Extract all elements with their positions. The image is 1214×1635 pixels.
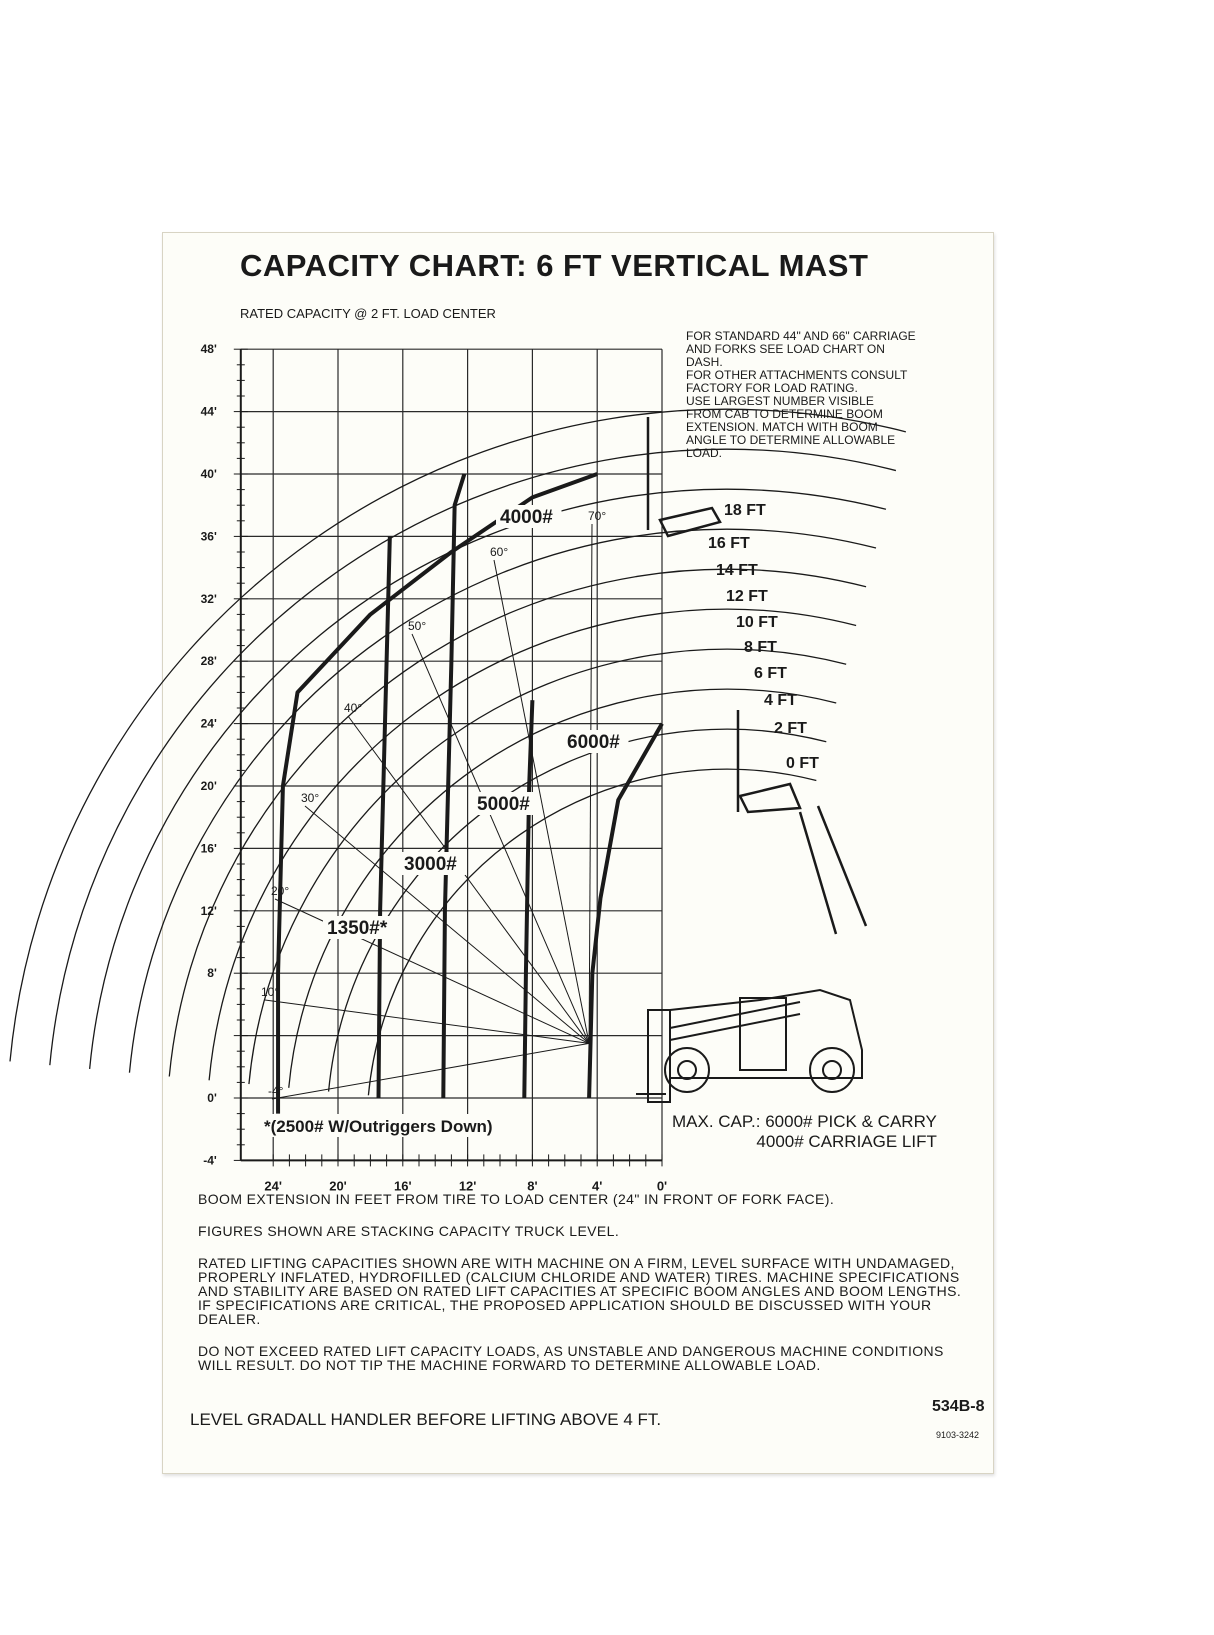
x-tick-label: 20' xyxy=(329,1178,347,1194)
extension-label: 12 FT xyxy=(726,588,768,605)
note-line: DASH. xyxy=(686,355,723,369)
angle-label: 10° xyxy=(261,985,280,999)
capacity-curves xyxy=(278,474,662,1114)
angle-label: 60° xyxy=(490,545,509,559)
footer-notes xyxy=(198,1192,978,1390)
chart-code: 534B-8 xyxy=(932,1398,985,1415)
x-tick-label: 0' xyxy=(656,1178,668,1194)
extension-label: 8 FT xyxy=(744,639,777,656)
telehandler-icon xyxy=(636,990,862,1102)
angle-label: 20° xyxy=(271,884,290,898)
extension-label: 14 FT xyxy=(716,562,758,579)
y-tick-label: 48' xyxy=(200,342,217,357)
angle-label: -4° xyxy=(268,1084,284,1098)
angle-label: 30° xyxy=(301,791,320,805)
extension-label: 2 FT xyxy=(774,720,807,737)
page-title: CAPACITY CHART: 6 FT VERTICAL MAST xyxy=(240,248,869,283)
extension-arc xyxy=(10,409,906,1061)
extension-label: 18 FT xyxy=(724,502,766,519)
note-line: FROM CAB TO DETERMINE BOOM xyxy=(686,407,883,421)
capacity-annotation: 4000# xyxy=(500,507,553,528)
capacity-annotation: 6000# xyxy=(567,732,620,753)
extension-label: 0 FT xyxy=(786,755,819,772)
x-tick-label: 4' xyxy=(592,1178,603,1194)
note-line: LOAD. xyxy=(686,446,723,460)
y-tick-label: 44' xyxy=(200,404,217,419)
extension-label: 4 FT xyxy=(764,692,797,709)
note-line: ANGLE TO DETERMINE ALLOWABLE xyxy=(686,433,896,447)
angle-rays xyxy=(265,524,592,1099)
angle-label: 70° xyxy=(588,509,607,523)
capacity-annotation: 3000# xyxy=(404,854,457,875)
max-capacity-line1: MAX. CAP.: 6000# PICK & CARRY xyxy=(672,1112,937,1131)
note-line: FOR OTHER ATTACHMENTS CONSULT xyxy=(686,368,908,382)
angle-ray xyxy=(272,1043,589,1099)
y-tick-label: 36' xyxy=(200,529,217,544)
y-tick-label: 32' xyxy=(200,591,217,606)
y-tick-label: -4' xyxy=(203,1153,217,1168)
y-tick-label: 0' xyxy=(207,1091,217,1105)
x-tick-label: 16' xyxy=(394,1178,412,1194)
extension-label: 10 FT xyxy=(736,614,778,631)
extension-arc xyxy=(289,689,836,1088)
y-tick-label: 16' xyxy=(200,841,217,856)
footer-note: BOOM EXTENSION IN FEET FROM TIRE TO LOAD CENTER (24" IN FRONT OF FORK FACE). xyxy=(198,1191,835,1207)
note-line: EXTENSION. MATCH WITH BOOM xyxy=(686,420,878,434)
chart-grid xyxy=(241,349,662,1160)
extension-label: 6 FT xyxy=(754,665,787,682)
x-tick-label: 12' xyxy=(458,1178,477,1194)
y-tick-label: 40' xyxy=(200,467,217,481)
x-tick-label: 24' xyxy=(264,1178,282,1194)
y-tick-label: 28' xyxy=(200,654,217,669)
angle-label: 50° xyxy=(408,619,427,633)
angle-ray xyxy=(265,1000,589,1043)
angle-label: 40° xyxy=(344,701,363,715)
extension-label: 16 FT xyxy=(708,535,750,552)
capacity-curve xyxy=(278,474,597,1114)
chart-subtitle: RATED CAPACITY @ 2 FT. LOAD CENTER xyxy=(240,306,496,321)
angle-ray xyxy=(275,899,589,1043)
y-tick-label: 12' xyxy=(200,903,217,918)
level-warning: LEVEL GRADALL HANDLER BEFORE LIFTING ABOVE 4 FT. xyxy=(190,1410,662,1429)
note-line: FOR STANDARD 44" AND 66" CARRIAGE xyxy=(686,329,916,343)
capacity-annotation: *(2500# W/Outriggers Down) xyxy=(264,1117,493,1136)
capacity-curve xyxy=(524,700,532,1098)
footer-note: RATED LIFTING CAPACITIES SHOWN ARE WITH MACHINE ON A FIRM, LEVEL SURFACE WITH UNDAMAGED, PROPERLY INFLATED, HYDROFILLED (CALCIUM CHLORIDE AND WATER) TIRES. MACHINE SPECIFICATIONS AND STABILITY ARE BASED ON RATED LIFT CAPACITIES AT SPECIFIC BOOM ANGLES AND BOOM LENGTHS. IF SPECIFICATIONS ARE CRITICAL, THE PROPOSED APPLICATION SHOULD BE DISCUSSED WITH YOUR DEALER. xyxy=(198,1255,962,1327)
x-tick-label: 8' xyxy=(527,1178,538,1194)
footer-note: FIGURES SHOWN ARE STACKING CAPACITY TRUCK LEVEL. xyxy=(198,1223,620,1239)
y-tick-label: 24' xyxy=(200,716,217,731)
max-capacity-line2: 4000# CARRIAGE LIFT xyxy=(756,1132,937,1151)
footer-note: DO NOT EXCEED RATED LIFT CAPACITY LOADS, AS UNSTABLE AND DANGEROUS MACHINE CONDITIONS WILL RESULT. DO NOT TIP THE MACHINE FORWARD TO DETERMINE ALLOWABLE LOAD. xyxy=(198,1343,944,1373)
chart-labels xyxy=(201,342,820,1193)
y-tick-label: 20' xyxy=(200,779,217,793)
capacity-annotation: 5000# xyxy=(477,794,530,815)
note-line: FACTORY FOR LOAD RATING. xyxy=(686,381,858,395)
note-line: AND FORKS SEE LOAD CHART ON xyxy=(686,342,885,356)
part-number: 9103-3242 xyxy=(936,1430,980,1440)
note-line: USE LARGEST NUMBER VISIBLE xyxy=(686,394,874,408)
capacity-annotation: 1350#* xyxy=(327,918,388,939)
capacity-curve xyxy=(379,536,390,1098)
y-tick-label: 8' xyxy=(207,966,217,981)
extension-arcs xyxy=(10,409,906,1095)
max-capacity xyxy=(672,1112,937,1152)
